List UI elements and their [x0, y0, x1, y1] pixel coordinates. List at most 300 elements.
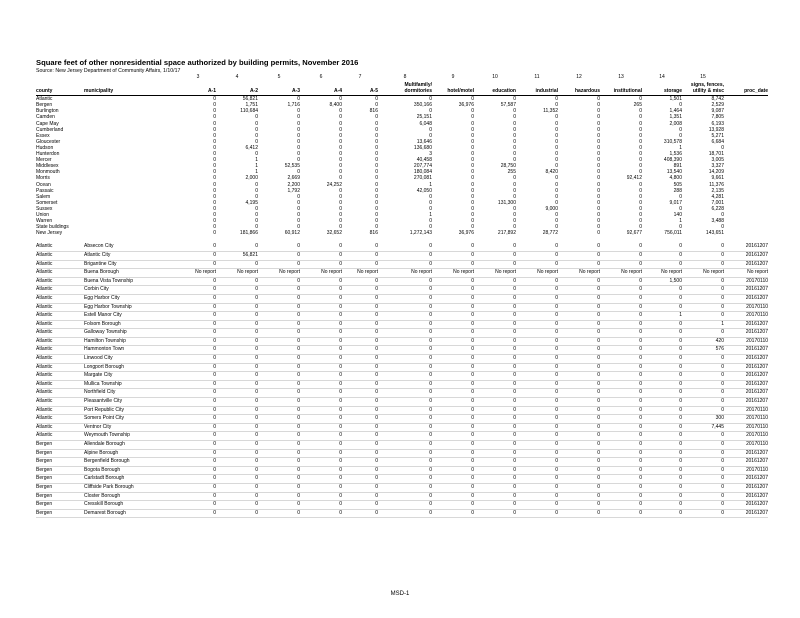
row-cell: 0 [600, 329, 642, 338]
summary-cell: 0 [513, 114, 516, 121]
summary-cell: 0 [639, 224, 642, 231]
table-row [36, 441, 768, 450]
summary-cell: 0 [597, 193, 600, 200]
header-a5: A-5 [342, 82, 378, 96]
summary-cell: 0 [471, 138, 474, 145]
table-row [36, 483, 768, 492]
row-cell: 0 [342, 363, 378, 372]
summary-cell: 3,488 [711, 218, 724, 225]
row-municipality: Carlstadt Borough [84, 475, 180, 484]
table-row [36, 423, 768, 432]
summary-county: Monmouth [36, 169, 60, 176]
row-cell: 0 [516, 492, 558, 501]
header-multifamily-top: Multifamily/ [404, 82, 432, 88]
summary-cell: 0 [339, 138, 342, 145]
row-cell: 0 [432, 501, 474, 510]
row-municipality: Galloway Township [84, 329, 180, 338]
summary-cell: 0 [471, 169, 474, 176]
summary-cell: 1 [429, 181, 432, 188]
summary-county: Union [36, 211, 50, 218]
row-cell: 0 [216, 260, 258, 269]
row-cell: 0 [474, 251, 516, 260]
row-cell: 0 [558, 389, 600, 398]
summary-cell: 0 [471, 163, 474, 170]
summary-cell: 0 [297, 132, 300, 139]
row-cell: 0 [216, 312, 258, 321]
summary-cell: 6,412 [245, 144, 258, 151]
row-proc-date: 20170110 [724, 337, 768, 346]
row-cell: 0 [474, 441, 516, 450]
row-cell: 0 [432, 458, 474, 467]
summary-county: Atlantic [36, 96, 53, 103]
table-row [36, 406, 768, 415]
summary-county: Ocean [36, 181, 51, 188]
row-cell: 0 [642, 458, 682, 467]
report-title: Square feet of other nonresidential space authorized by building permits, November 2016 [36, 58, 359, 67]
row-county: Bergen [36, 483, 84, 492]
row-cell: 0 [600, 501, 642, 510]
summary-cell: 0 [375, 120, 378, 127]
summary-cell: 0 [213, 199, 216, 206]
row-municipality: Mullica Township [84, 380, 180, 389]
summary-county: Burlington [36, 108, 59, 115]
row-proc-date: 20170110 [724, 406, 768, 415]
row-cell: 0 [378, 277, 432, 286]
summary-cell: 3 [429, 151, 432, 158]
summary-cell: 0 [375, 187, 378, 194]
summary-cell: 0 [297, 138, 300, 145]
row-cell: 0 [258, 398, 300, 407]
summary-cell: 0 [375, 211, 378, 218]
summary-cell: 28,750 [500, 163, 516, 170]
summary-cell: 60,912 [284, 230, 300, 237]
row-cell: 0 [600, 286, 642, 295]
row-cell: 0 [682, 475, 724, 484]
row-proc-date: 20170110 [724, 423, 768, 432]
row-cell: 0 [642, 441, 682, 450]
summary-cell: 140 [673, 211, 682, 218]
row-cell: 0 [180, 260, 216, 269]
source-note: Source: New Jersey Department of Community Affairs, 1/10/17 [36, 68, 181, 74]
row-cell: 0 [300, 277, 342, 286]
summary-cell: 0 [555, 218, 558, 225]
row-cell: 1 [642, 312, 682, 321]
row-cell: 0 [258, 294, 300, 303]
row-county: Atlantic [36, 432, 84, 441]
summary-cell: 0 [297, 108, 300, 115]
row-cell: 0 [682, 441, 724, 450]
row-cell: 0 [682, 449, 724, 458]
col-number [84, 74, 180, 82]
row-proc-date: 20161207 [724, 320, 768, 329]
summary-cell: 0 [213, 126, 216, 133]
row-cell: 0 [258, 389, 300, 398]
summary-county: Passaic [36, 187, 54, 194]
row-cell: 0 [216, 294, 258, 303]
header-multifamily-bottom: dormitories [404, 88, 432, 95]
row-cell: 0 [600, 398, 642, 407]
col-number: 5 [277, 74, 281, 80]
summary-cell: 0 [375, 151, 378, 158]
summary-cell: 0 [597, 224, 600, 231]
row-cell: 0 [516, 277, 558, 286]
summary-cell: 207,774 [413, 163, 432, 170]
summary-row [36, 96, 768, 103]
row-cell: 0 [342, 337, 378, 346]
summary-cell: 5,271 [711, 132, 724, 139]
row-cell: 0 [180, 243, 216, 251]
row-cell: 0 [474, 355, 516, 364]
row-cell: 0 [180, 312, 216, 321]
summary-cell: 0 [375, 224, 378, 231]
summary-cell: 1 [255, 157, 258, 164]
row-cell: 0 [432, 277, 474, 286]
row-cell: 0 [180, 406, 216, 415]
summary-cell: 9,017 [669, 199, 682, 206]
row-cell: 0 [600, 466, 642, 475]
row-cell: 0 [378, 286, 432, 295]
row-county: Atlantic [36, 346, 84, 355]
summary-cell: 110,684 [240, 108, 258, 115]
row-proc-date: 20161207 [724, 260, 768, 269]
summary-cell: 0 [513, 96, 516, 103]
row-cell: 0 [300, 398, 342, 407]
row-cell: 0 [558, 312, 600, 321]
row-cell: 0 [558, 432, 600, 441]
summary-cell: 0 [513, 120, 516, 127]
summary-cell: 0 [255, 114, 258, 121]
row-cell: 0 [432, 346, 474, 355]
row-cell: 0 [474, 475, 516, 484]
summary-cell: 0 [375, 138, 378, 145]
summary-cell: 0 [339, 175, 342, 182]
row-cell: 0 [432, 251, 474, 260]
row-cell: 0 [378, 251, 432, 260]
table-row [36, 277, 768, 286]
row-cell: 0 [516, 363, 558, 372]
row-cell: No report [474, 269, 516, 278]
row-municipality: Demarest Borough [84, 509, 180, 518]
header-row [36, 82, 768, 96]
col-number: 14 [659, 74, 665, 80]
row-cell: 0 [216, 243, 258, 251]
row-cell: 0 [600, 294, 642, 303]
table-row [36, 243, 768, 251]
row-cell: 0 [558, 449, 600, 458]
row-cell: 0 [432, 441, 474, 450]
row-cell: 0 [378, 380, 432, 389]
row-cell: 0 [342, 423, 378, 432]
row-cell: 0 [180, 372, 216, 381]
summary-cell: 0 [213, 175, 216, 182]
summary-cell: 0 [555, 187, 558, 194]
summary-cell: 0 [679, 205, 682, 212]
summary-cell: 0 [639, 211, 642, 218]
row-cell: 420 [682, 337, 724, 346]
row-municipality: Weymouth Township [84, 432, 180, 441]
summary-cell: 0 [297, 96, 300, 103]
summary-cell: 0 [339, 126, 342, 133]
col-number: 4 [235, 74, 239, 80]
row-cell: 0 [258, 346, 300, 355]
summary-cell: 1,751 [245, 102, 258, 109]
table-row [36, 320, 768, 329]
row-proc-date: 20161207 [724, 363, 768, 372]
summary-cell: 0 [375, 114, 378, 121]
table-row [36, 415, 768, 424]
row-cell: 0 [216, 415, 258, 424]
table-row [36, 260, 768, 269]
row-cell: 0 [216, 372, 258, 381]
summary-cell: 7,001 [711, 199, 724, 206]
row-cell: 0 [682, 363, 724, 372]
row-cell: 0 [378, 312, 432, 321]
summary-cell: 0 [471, 126, 474, 133]
summary-county: State buildings [36, 224, 69, 231]
row-municipality: Buena Borough [84, 269, 180, 278]
row-cell: 0 [432, 320, 474, 329]
row-cell: 0 [558, 329, 600, 338]
row-proc-date: 20161207 [724, 346, 768, 355]
row-cell: 0 [600, 441, 642, 450]
summary-county: Gloucester [36, 138, 61, 145]
row-cell: 0 [216, 286, 258, 295]
row-cell: 0 [378, 372, 432, 381]
summary-cell: 0 [297, 211, 300, 218]
table-row [36, 492, 768, 501]
summary-cell: 0 [375, 126, 378, 133]
row-cell: 0 [216, 406, 258, 415]
row-county: Atlantic [36, 320, 84, 329]
row-cell: 0 [300, 501, 342, 510]
summary-cell: 0 [513, 138, 516, 145]
summary-cell: 0 [213, 114, 216, 121]
summary-cell: 0 [639, 205, 642, 212]
row-cell: 0 [180, 509, 216, 518]
row-cell: 0 [258, 406, 300, 415]
row-cell: 0 [682, 501, 724, 510]
summary-cell: 0 [471, 120, 474, 127]
row-cell: 0 [558, 251, 600, 260]
row-cell: 0 [180, 398, 216, 407]
summary-cell: 0 [297, 144, 300, 151]
row-cell: 0 [258, 312, 300, 321]
row-cell: 0 [300, 449, 342, 458]
summary-cell: 14,209 [708, 169, 724, 176]
row-municipality: Bogota Borough [84, 466, 180, 475]
header-education: education [474, 82, 516, 96]
summary-cell: 32,652 [326, 230, 342, 237]
row-cell: 0 [474, 389, 516, 398]
row-cell: 0 [558, 320, 600, 329]
col-number: 3 [196, 74, 200, 80]
row-county: Bergen [36, 509, 84, 518]
row-cell: 0 [516, 355, 558, 364]
row-cell: 0 [600, 312, 642, 321]
row-cell: 0 [474, 398, 516, 407]
row-proc-date: 20170110 [724, 415, 768, 424]
row-municipality: Alpine Borough [84, 449, 180, 458]
row-cell: 0 [432, 337, 474, 346]
row-municipality: Buena Vista Township [84, 277, 180, 286]
row-cell: 0 [180, 346, 216, 355]
row-cell: 0 [180, 380, 216, 389]
summary-cell: 52,535 [284, 163, 300, 170]
row-cell: 0 [558, 492, 600, 501]
summary-cell: 310,578 [663, 138, 682, 145]
row-cell: 0 [378, 363, 432, 372]
row-cell: 0 [432, 415, 474, 424]
summary-cell: 42,050 [416, 187, 432, 194]
row-cell: 0 [216, 346, 258, 355]
row-proc-date: 20161207 [724, 389, 768, 398]
col-number [36, 74, 84, 82]
summary-cell: 0 [339, 187, 342, 194]
summary-cell: 0 [513, 187, 516, 194]
row-cell: 0 [558, 501, 600, 510]
row-municipality: Hamilton Township [84, 337, 180, 346]
summary-county: Salem [36, 193, 51, 200]
summary-cell: 1,351 [669, 114, 682, 121]
row-cell: 0 [682, 483, 724, 492]
summary-cell: 0 [513, 218, 516, 225]
summary-cell: 0 [471, 205, 474, 212]
summary-cell: 13,646 [416, 138, 432, 145]
row-cell: 0 [258, 251, 300, 260]
row-cell: 0 [180, 501, 216, 510]
row-cell: No report [642, 269, 682, 278]
summary-cell: 0 [639, 126, 642, 133]
row-cell: 0 [216, 363, 258, 372]
summary-cell: 0 [297, 157, 300, 164]
summary-cell: 2,669 [287, 175, 300, 182]
row-county: Atlantic [36, 398, 84, 407]
row-proc-date: 20170110 [724, 312, 768, 321]
row-cell: 0 [180, 329, 216, 338]
summary-cell: 0 [721, 224, 724, 231]
summary-cell: 0 [375, 163, 378, 170]
row-cell: 0 [216, 492, 258, 501]
summary-cell: 9,661 [711, 175, 724, 182]
summary-cell: 0 [255, 187, 258, 194]
summary-cell: 0 [213, 120, 216, 127]
summary-cell: 0 [375, 169, 378, 176]
summary-cell: 0 [339, 193, 342, 200]
summary-cell: 131,300 [497, 199, 516, 206]
summary-cell: 505 [673, 181, 682, 188]
row-cell: 0 [216, 320, 258, 329]
row-cell: 0 [558, 398, 600, 407]
row-cell: 0 [258, 458, 300, 467]
row-cell: 0 [300, 483, 342, 492]
summary-cell: 0 [255, 224, 258, 231]
row-cell: 0 [682, 312, 724, 321]
col-number [724, 74, 768, 82]
summary-cell: 6,193 [711, 120, 724, 127]
row-proc-date: 20161207 [724, 243, 768, 251]
row-municipality: Hammonton Town [84, 346, 180, 355]
row-municipality: Corbin City [84, 286, 180, 295]
table-row [36, 380, 768, 389]
summary-cell: 0 [679, 193, 682, 200]
row-municipality: Folsom Borough [84, 320, 180, 329]
row-cell: 0 [180, 415, 216, 424]
row-cell: 0 [378, 501, 432, 510]
row-cell: 0 [642, 389, 682, 398]
summary-cell: 891 [673, 163, 682, 170]
summary-cell: 0 [297, 205, 300, 212]
row-cell: 0 [378, 432, 432, 441]
col-number: 7 [358, 74, 362, 80]
row-proc-date: 20161207 [724, 398, 768, 407]
row-cell: 0 [180, 277, 216, 286]
row-cell: 0 [432, 466, 474, 475]
row-cell: 0 [378, 406, 432, 415]
summary-cell: 2,529 [711, 102, 724, 109]
summary-cell: 25,151 [416, 114, 432, 121]
row-cell: 0 [682, 286, 724, 295]
summary-cell: 8,400 [329, 102, 342, 109]
summary-cell: 0 [639, 114, 642, 121]
table-row [36, 251, 768, 260]
row-cell: 0 [258, 303, 300, 312]
row-cell: 0 [180, 320, 216, 329]
row-cell: 0 [558, 303, 600, 312]
summary-cell: 0 [213, 138, 216, 145]
summary-cell: 6,048 [419, 120, 432, 127]
summary-cell: 8,742 [711, 96, 724, 103]
row-proc-date: 20161207 [724, 372, 768, 381]
summary-cell: 0 [213, 108, 216, 115]
row-cell: 0 [642, 466, 682, 475]
header-a1: A-1 [180, 82, 216, 96]
row-cell: 0 [516, 372, 558, 381]
row-cell: 0 [342, 346, 378, 355]
row-cell: 0 [342, 466, 378, 475]
row-cell: 0 [516, 312, 558, 321]
row-cell: 0 [600, 251, 642, 260]
row-cell: 0 [300, 346, 342, 355]
row-proc-date: 20161207 [724, 294, 768, 303]
row-cell: 0 [300, 320, 342, 329]
summary-cell: 0 [471, 114, 474, 121]
summary-cell: 0 [597, 114, 600, 121]
row-cell: 0 [378, 260, 432, 269]
row-cell: 56,821 [216, 251, 258, 260]
row-cell: 0 [642, 501, 682, 510]
summary-cell: 4,195 [245, 199, 258, 206]
row-cell: 0 [300, 337, 342, 346]
row-cell: 0 [432, 303, 474, 312]
summary-cell: 0 [597, 211, 600, 218]
summary-cell: 0 [471, 181, 474, 188]
summary-cell: 13,928 [708, 126, 724, 133]
header-a2: A-2 [216, 82, 258, 96]
row-cell: 0 [180, 251, 216, 260]
summary-cell: 0 [513, 193, 516, 200]
summary-county: Morris [36, 175, 50, 182]
row-cell: 0 [300, 441, 342, 450]
summary-cell: 0 [555, 211, 558, 218]
row-cell: 0 [682, 398, 724, 407]
row-county: Atlantic [36, 277, 84, 286]
row-cell: 0 [432, 432, 474, 441]
row-cell: 0 [180, 458, 216, 467]
summary-cell: 0 [213, 163, 216, 170]
row-cell: 0 [682, 277, 724, 286]
row-cell: 0 [516, 466, 558, 475]
row-cell: No report [300, 269, 342, 278]
